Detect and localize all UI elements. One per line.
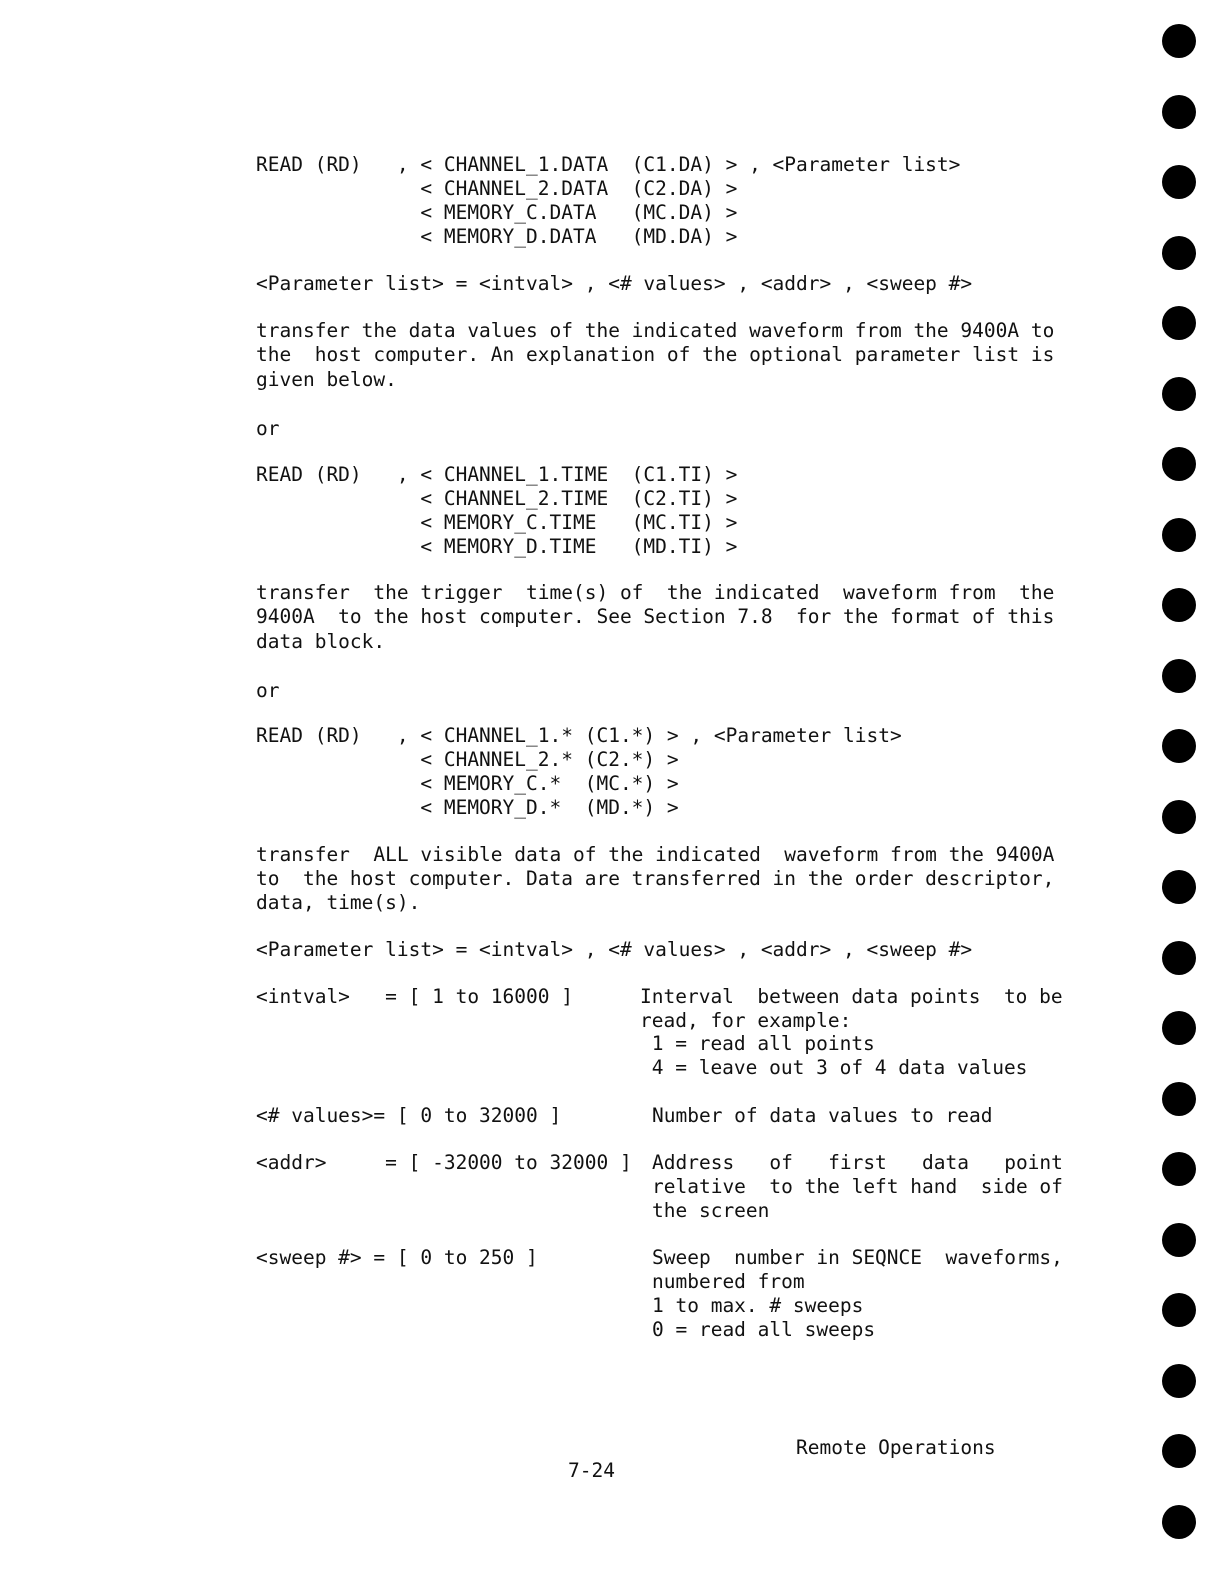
punch-hole-icon (1162, 1505, 1196, 1539)
values-definition: <# values>= [ 0 to 32000 ] (256, 1104, 562, 1127)
footer-section-title: Remote Operations (796, 1436, 996, 1459)
values-description-line-1: Number of data values to read (652, 1104, 993, 1127)
sweep-description-line-1: Sweep number in SEQNCE waveforms, (652, 1246, 1063, 1269)
time-description-line-2: 9400A to the host computer. See Section 7.8 for the format of this (256, 605, 1055, 628)
data-description-line-2: the host computer. An explanation of the optional parameter list is (256, 343, 1055, 366)
sweep-description-line-4: 0 = read all sweeps (652, 1318, 876, 1341)
intval-description-line-2: read, for example: (640, 1009, 852, 1032)
punch-hole-icon (1162, 870, 1196, 904)
read-data-command-line-2: < CHANNEL_2.DATA (C2.DA) > (256, 177, 738, 200)
data-description-line-3: given below. (256, 368, 397, 391)
addr-description-line-1: Address of first data point (652, 1151, 1063, 1174)
all-description-line-1: transfer ALL visible data of the indicated waveform from the 9400A (256, 843, 1055, 866)
sweep-definition: <sweep #> = [ 0 to 250 ] (256, 1246, 538, 1269)
punch-hole-icon (1162, 24, 1196, 58)
intval-definition: <intval> = [ 1 to 16000 ] (256, 985, 573, 1008)
intval-description-line-4: 4 = leave out 3 of 4 data values (640, 1056, 1028, 1079)
punch-hole-icon (1162, 306, 1196, 340)
punch-hole-icon (1162, 1293, 1196, 1327)
read-time-command-line-1: READ (RD) , < CHANNEL_1.TIME (C1.TI) > (256, 463, 738, 486)
punch-hole-icon (1162, 165, 1196, 199)
time-description-line-1: transfer the trigger time(s) of the indicated waveform from the (256, 581, 1055, 604)
intval-description-line-1: Interval between data points to be (640, 985, 1063, 1008)
read-data-command-line-3: < MEMORY_C.DATA (MC.DA) > (256, 201, 738, 224)
sweep-description-line-3: 1 to max. # sweeps (652, 1294, 864, 1317)
read-time-command-line-2: < CHANNEL_2.TIME (C2.TI) > (256, 487, 738, 510)
punch-hole-icon (1162, 1434, 1196, 1468)
read-data-command-line-4: < MEMORY_D.DATA (MD.DA) > (256, 225, 738, 248)
all-description-line-2: to the host computer. Data are transferred in the order descriptor, (256, 867, 1055, 890)
punch-hole-icon (1162, 518, 1196, 552)
read-all-command-line-1: READ (RD) , < CHANNEL_1.* (C1.*) > , <Parameter list> (256, 724, 902, 747)
all-description-line-3: data, time(s). (256, 891, 421, 914)
punch-hole-icon (1162, 1364, 1196, 1398)
data-description-line-1: transfer the data values of the indicated waveform from the 9400A to (256, 319, 1055, 342)
punch-hole-icon (1162, 236, 1196, 270)
intval-description-line-3: 1 = read all points (640, 1032, 875, 1055)
time-description-line-3: data block. (256, 630, 386, 653)
punch-hole-icon (1162, 659, 1196, 693)
page-number: 7-24 (568, 1459, 615, 1482)
read-data-command-line-1: READ (RD) , < CHANNEL_1.DATA (C1.DA) > , <Parameter list> (256, 153, 961, 176)
parameter-list-definition-2: <Parameter list> = <intval> , <# values> , <addr> , <sweep #> (256, 938, 973, 961)
or-separator-1: or (256, 417, 280, 440)
punch-hole-icon (1162, 800, 1196, 834)
or-separator-2: or (256, 679, 280, 702)
read-all-command-line-2: < CHANNEL_2.* (C2.*) > (256, 748, 679, 771)
punch-hole-icon (1162, 1011, 1196, 1045)
read-time-command-line-3: < MEMORY_C.TIME (MC.TI) > (256, 511, 738, 534)
binder-holes (1162, 0, 1198, 1574)
punch-hole-icon (1162, 95, 1196, 129)
punch-hole-icon (1162, 941, 1196, 975)
punch-hole-icon (1162, 377, 1196, 411)
punch-hole-icon (1162, 588, 1196, 622)
read-time-command-line-4: < MEMORY_D.TIME (MD.TI) > (256, 535, 738, 558)
parameter-list-definition-1: <Parameter list> = <intval> , <# values> , <addr> , <sweep #> (256, 272, 973, 295)
sweep-description-line-2: numbered from (652, 1270, 805, 1293)
read-all-command-line-4: < MEMORY_D.* (MD.*) > (256, 796, 679, 819)
punch-hole-icon (1162, 1082, 1196, 1116)
punch-hole-icon (1162, 729, 1196, 763)
read-all-command-line-3: < MEMORY_C.* (MC.*) > (256, 772, 679, 795)
punch-hole-icon (1162, 447, 1196, 481)
punch-hole-icon (1162, 1223, 1196, 1257)
punch-hole-icon (1162, 1152, 1196, 1186)
addr-description-line-2: relative to the left hand side of (652, 1175, 1063, 1198)
addr-definition: <addr> = [ -32000 to 32000 ] (256, 1151, 632, 1174)
addr-description-line-3: the screen (652, 1199, 770, 1222)
